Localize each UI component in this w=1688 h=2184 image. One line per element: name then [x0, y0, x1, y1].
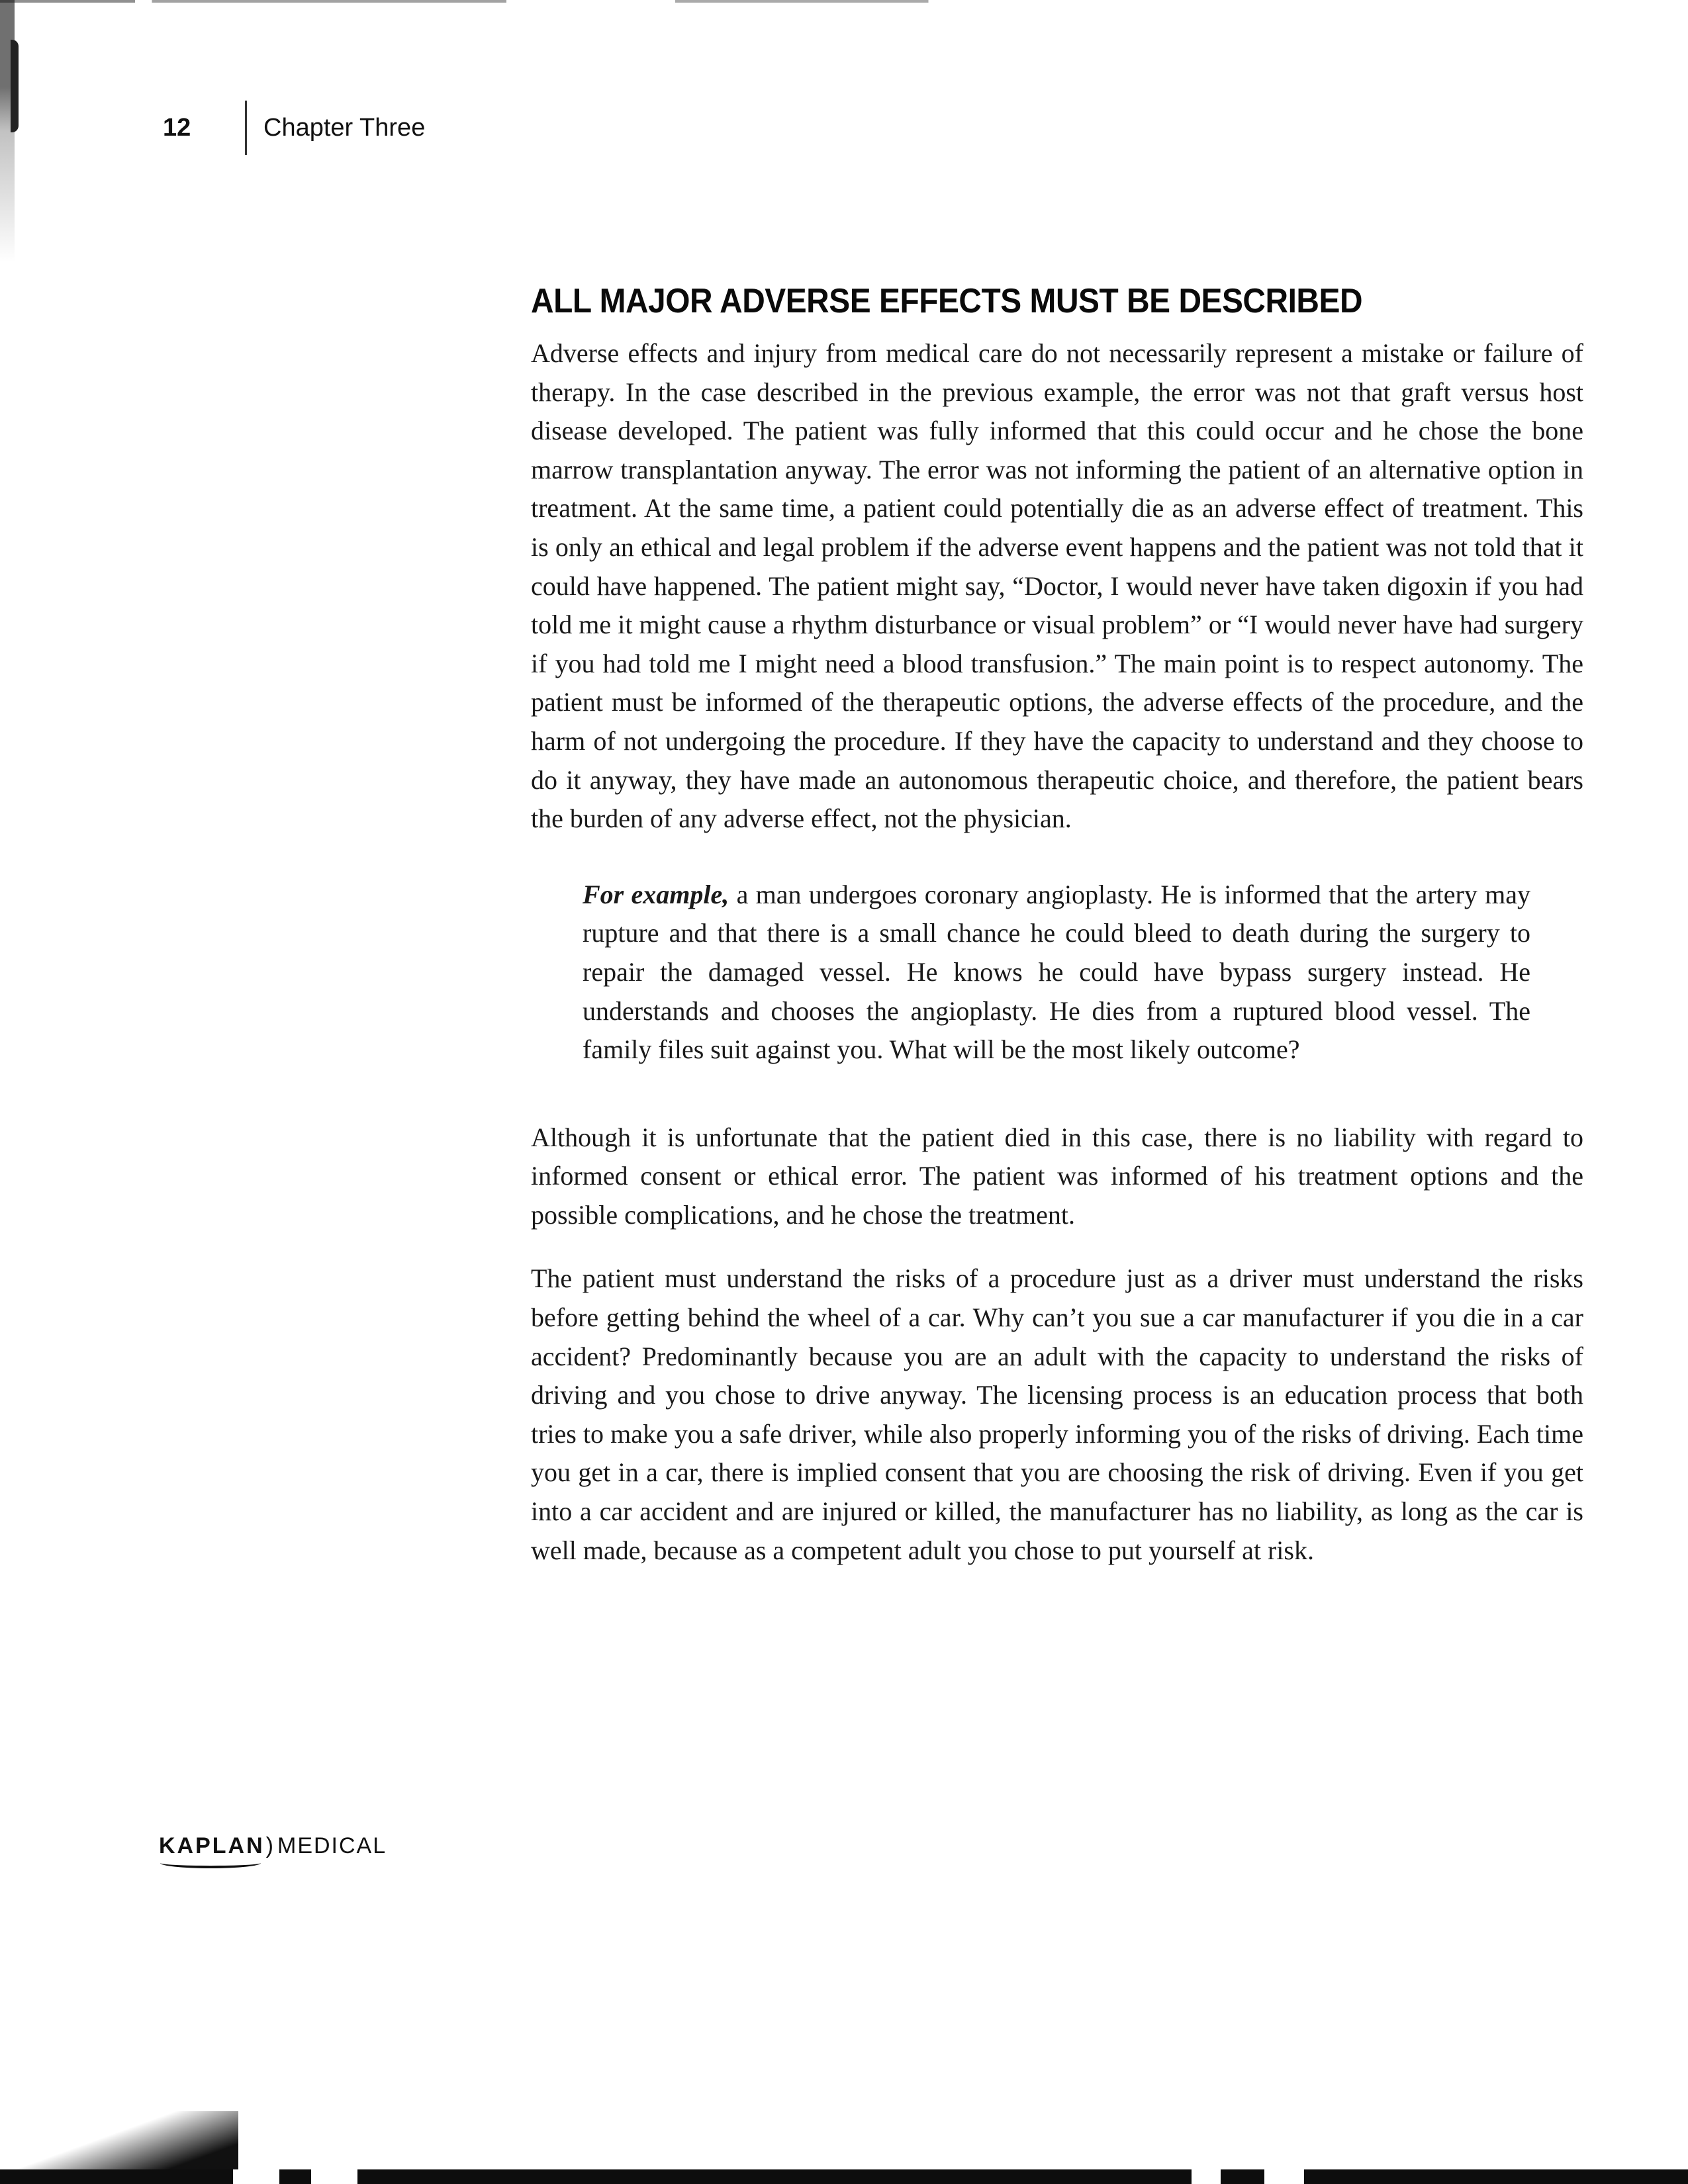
scan-top-edge: [0, 0, 1688, 3]
scan-bottom-gap: [233, 2169, 279, 2184]
logo-paren: ): [265, 1833, 273, 1858]
chapter-title: Chapter Three: [263, 114, 426, 142]
paragraph-no-liability: Although it is unfortunate that the patient died in this case, there is no liability with regard to informed consent or ethical error. The patient was informed of his treatment options and the possible complications, and he chose the treatment.: [531, 1122, 1583, 1230]
scan-bottom-gap: [1264, 2169, 1304, 2184]
paragraph-driver-analogy: The patient must understand the risks of a procedure just as a driver must understand the risks before getting behind the wheel of a car. Why can’t you sue a car manufacturer if you die in a car accident? Predominantly because you are an adult with the capacity to understand the risks of driving and you chose to drive anyway. The licensing process is an education process that both tries to make you a safe driver, while also properly informing you of the risks of driving. Each time you get in a car, there is implied consent that you are choosing the risk of driving. Even if you get into a car accident and are injured or killed, the manufacturer has no liability, as long as the car is well made, because as a competent adult you chose to put yourself at risk.: [531, 1263, 1583, 1565]
example-block: [583, 876, 1530, 1069]
kaplan-medical-logo: [159, 1833, 387, 1859]
scan-bottom-gap: [1192, 2169, 1221, 2184]
example-lead: For example,: [583, 879, 729, 909]
logo-subtitle: MEDICAL: [277, 1833, 387, 1858]
scan-bottom-gap: [311, 2169, 357, 2184]
paragraph-adverse-effects: Adverse effects and injury from medical care do not necessarily represent a mistake or failure of therapy. In the case described in the previous example, the error was not that graft versus host disease developed. The patient was fully informed that this could occur and he chose the bone marrow transplantation anyway. The error was not informing the patient of an alternative option in treatment. At the same time, a patient could potentially die as an adverse effect of treatment. This is only an ethical and legal problem if the adverse event happens and the patient was not told that it could have happened. The patient might say, “Doctor, I would never have taken digoxin if you had told me it might cause a rhythm disturbance or visual problem” or “I would never have had surgery if you had told me I might need a blood transfusion.” The main point is to respect autonomy. The patient must be informed of the therapeutic options, the adverse effects of the procedure, and the harm of not undergoing the procedure. If they have the capacity to understand and they choose to do it anyway, they have made an autonomous therapeutic choice, and therefore, the patient bears the burden of any adverse effect, not the physician.: [531, 338, 1583, 834]
scan-binding-mark: [11, 40, 19, 132]
section-heading: ALL MAJOR ADVERSE EFFECTS MUST BE DESCRIBED: [531, 282, 1363, 320]
main-column: [531, 281, 1583, 1570]
example-text: a man undergoes coronary angioplasty. He is informed that the artery may rupture and that there is a small chance he could bleed to death during the surgery to repair the damaged vessel. He knows he could have bypass surgery instead. He understands and chooses the angioplasty. He dies from a ruptured blood vessel. The family files suit against you. What will be the most likely outcome?: [583, 879, 1530, 1065]
header-divider: [245, 101, 247, 155]
page-number: 12: [163, 114, 191, 142]
logo-brand: KAPLAN: [159, 1833, 265, 1858]
scan-left-edge: [0, 0, 15, 2184]
